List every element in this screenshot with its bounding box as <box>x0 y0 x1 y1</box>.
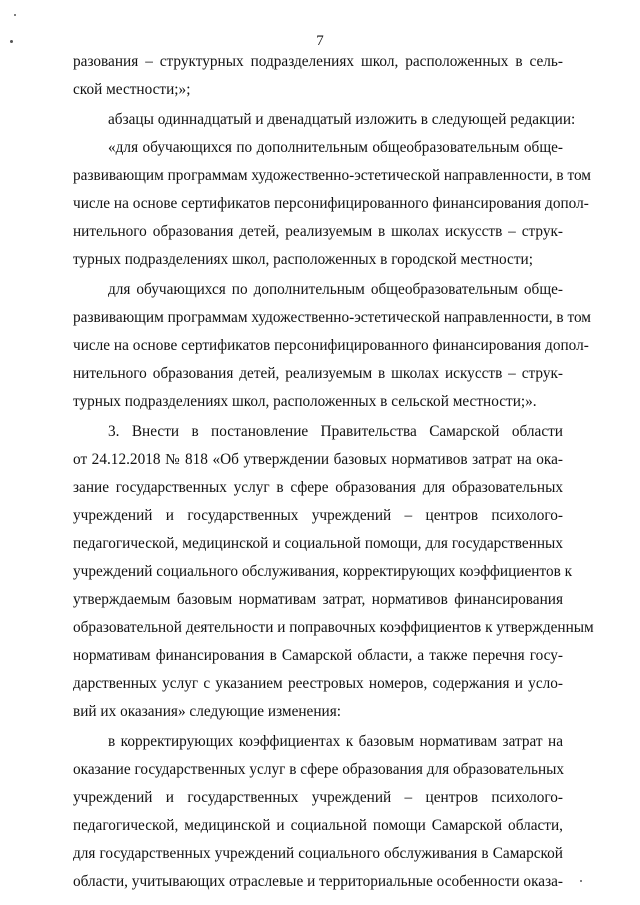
text-line: в корректирующих коэффициентах к базовым нормативам затрат на <box>108 733 563 750</box>
text-line: области, учитывающих отраслевые и территориальные особенности оказа- <box>73 873 563 890</box>
text-line: учреждений и государственных учреждений – центров психолого- <box>73 789 563 806</box>
text-line: зание государственных услуг в сфере образования для образовательных <box>73 479 563 496</box>
text-line: развивающим программам художественно-эстетической направленности, в том <box>73 309 591 326</box>
text-line: турных подразделениях школ, расположенных в городской местности; <box>73 251 533 268</box>
text-line: разования – структурных подразделениях школ, расположенных в сель- <box>73 53 563 70</box>
text-line: нительного образования детей, реализуемым в школах искусств – струк- <box>73 365 563 382</box>
text-line: абзацы одиннадцатый и двенадцатый изложить в следующей редакции: <box>108 111 576 128</box>
text-line: вий их оказания» следующие изменения: <box>73 703 341 720</box>
text-line: дарственных услуг с указанием реестровых номеров, содержания и усло- <box>73 675 563 692</box>
text-line: учреждений и государственных учреждений – центров психолого- <box>73 507 563 524</box>
text-line: для обучающихся по дополнительным общеобразовательным обще- <box>108 281 563 298</box>
text-line: педагогической, медицинской и социальной помощи Самарской области, <box>73 817 563 834</box>
scan-speck <box>14 14 16 16</box>
text-line: оказание государственных услуг в сфере образования для образовательных <box>73 761 565 778</box>
text-line: развивающим программам художественно-эстетической направленности, в том <box>73 167 591 184</box>
text-line: «для обучающихся по дополнительным общеобразовательным обще- <box>108 139 563 156</box>
text-line: для государственных учреждений социального обслуживания в Самарской <box>73 845 563 862</box>
text-line: числе на основе сертификатов персонифицированного финансирования допол- <box>73 337 589 354</box>
scan-speck <box>10 40 13 43</box>
text-line: учреждений социального обслуживания, корректирующих коэффициентов к <box>73 563 573 580</box>
text-line: утверждаемым базовым нормативам затрат, нормативов финансирования <box>73 591 563 608</box>
text-line: нительного образования детей, реализуемым в школах искусств – струк- <box>73 223 563 240</box>
page-number: 7 <box>316 33 324 49</box>
text-line: 3. Внести в постановление Правительства Самарской области <box>108 423 563 440</box>
text-line: нормативам финансирования в Самарской области, а также перечня госу- <box>73 647 563 664</box>
text-line: числе на основе сертификатов персонифицированного финансирования допол- <box>73 195 589 212</box>
text-line: ской местности;»; <box>73 81 191 98</box>
text-line: педагогической, медицинской и социальной помощи, для государственных <box>73 535 563 552</box>
text-line: образовательной деятельности и поправочных коэффициентов к утвержденным <box>73 619 594 636</box>
text-line: турных подразделениях школ, расположенных в сельской местности;». <box>73 393 537 410</box>
text-line: от 24.12.2018 № 818 «Об утверждении базовых нормативов затрат на ока- <box>73 451 563 468</box>
scan-speck <box>580 880 582 882</box>
